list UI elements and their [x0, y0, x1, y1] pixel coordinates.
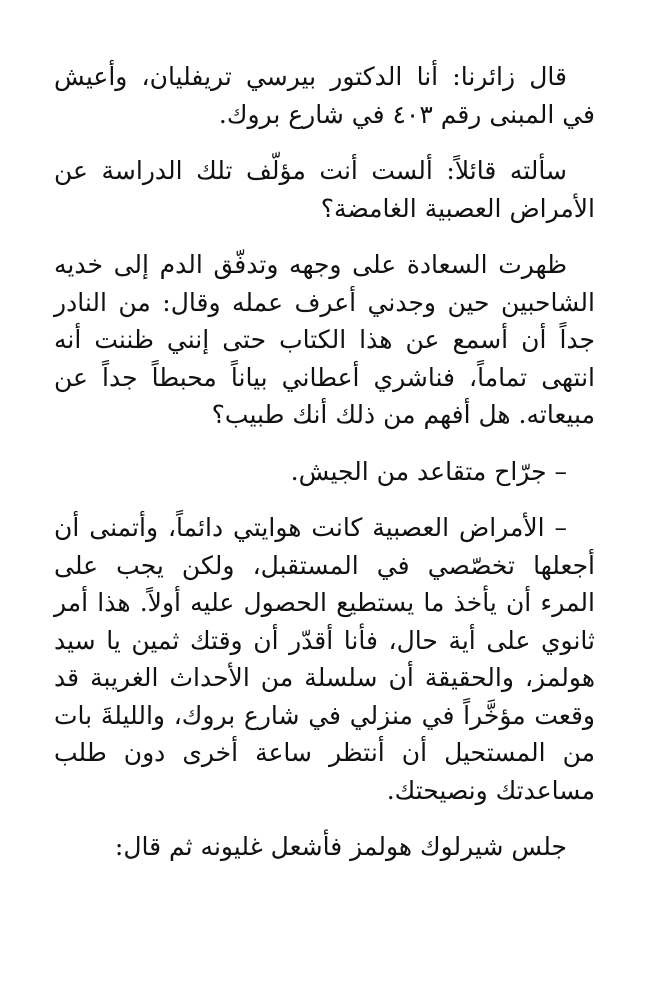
paragraph-6: جلس شيرلوك هولمز فأشعل غليونه ثم قال: — [114, 832, 567, 861]
paragraph-1: قال زائرنا: أنا الدكتور بيرسي تريفليان، وأعيش في المبنى رقم ٤٠٣ في شارع بروك. — [54, 62, 595, 129]
paragraph-3: ظهرت السعادة على وجهه وتدفّق الدم إلى خديه الشاحبين حين وجدني أعرف عمله وقال: من النادر جداً أن أسمع عن هذا الكتاب حتى إنني ظننت أنه انتهى تماماً، فناشري أعطاني بياناً محبطاً جداً عن مبيعاته. هل أفهم من ذلك أنك طبيب؟ — [54, 250, 595, 429]
paragraph-2: سألته قائلاً: ألست أنت مؤلّف تلك الدراسة عن الأمراض العصبية الغامضة؟ — [54, 156, 595, 223]
paragraph-4: – جرّاح متقاعد من الجيش. — [290, 456, 567, 486]
paragraph-5: – الأمراض العصبية كانت هوايتي دائماً، وأتمنى أن أجعلها تخصّصي في المستقبل، ولكن يجب على المرء أن يأخذ ما يستطيع الحصول عليه أولاً. هذا أمر ثانوي على أية حال، فأنا أقدّر أن وقتك ثمين يا سيد هولمز، والحقيقة أن سلسلة من الأحداث الغريبة قد وقعت مؤخَّراً في منزلي في شارع بروك، والليلةَ بات من المستحيل أن أنتظر ساعة أخرى دون طلب مساعدتك ونصيحتك. — [54, 513, 595, 805]
